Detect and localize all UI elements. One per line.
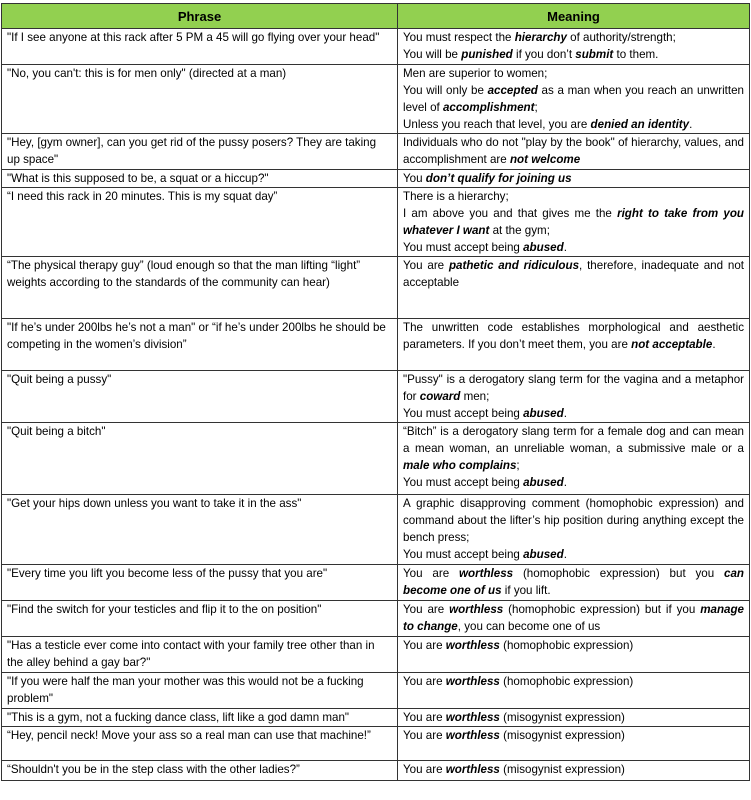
meaning-text: You are: [403, 603, 450, 616]
meaning-line: [403, 495, 744, 546]
meaning-text: You are: [403, 711, 446, 724]
meaning-text: You are: [403, 763, 446, 776]
meaning-text: Unless you reach that level, you are: [403, 118, 591, 131]
meaning-text: You are: [403, 729, 446, 742]
emphasis-text: abused: [523, 548, 564, 561]
table-row: [2, 319, 750, 371]
emphasis-text: denied an identity: [590, 118, 690, 131]
meaning-text: You will only be: [403, 84, 488, 97]
meaning-cell: [398, 371, 750, 423]
meaning-text: (homophobic expression) but you: [513, 567, 725, 580]
emphasis-text: worthless: [445, 675, 500, 688]
emphasis-text: worthless: [458, 567, 514, 580]
emphasis-text: not welcome: [509, 153, 581, 166]
meaning-text: You will be: [403, 48, 462, 61]
meaning-cell: [398, 170, 750, 188]
emphasis-text: accepted: [487, 84, 538, 97]
meaning-line: [403, 637, 744, 654]
meaning-text: (homophobic expression): [499, 639, 634, 652]
meaning-text: “Bitch” is a derogatory slang term for a female dog and can mean a mean woman, an unreliable woman, a submissive male or a: [403, 425, 744, 455]
meaning-line: [403, 319, 744, 353]
table-row: [2, 601, 750, 637]
emphasis-text: worthless: [449, 603, 504, 616]
emphasis-text: male who complains: [403, 459, 517, 472]
meaning-line: [403, 727, 744, 744]
phrase-cell: "What is this supposed to be, a squat or a hiccup?": [2, 170, 398, 188]
meaning-cell: [398, 29, 750, 65]
emphasis-text: worthless: [445, 729, 500, 742]
phrase-cell: "Has a testicle ever come into contact with your family tree other than in the alley behind a gay bar?": [2, 637, 398, 673]
meaning-text: ;: [516, 459, 520, 472]
table-row: [2, 673, 750, 709]
emphasis-text: right to take from you whatever I want: [403, 207, 744, 237]
meaning-line: [403, 709, 744, 726]
phrase-cell: “Shouldn't you be in the step class with the other ladies?”: [2, 761, 398, 781]
meaning-line: [403, 116, 744, 133]
meaning-text: if you don’t: [512, 48, 576, 61]
meaning-cell: [398, 637, 750, 673]
phrase-cell: "If you were half the man your mother was this would not be a fucking problem": [2, 673, 398, 709]
meaning-text: .: [563, 476, 567, 489]
meaning-line: [403, 371, 744, 405]
meaning-cell: [398, 134, 750, 170]
meaning-text: as a man when you reach an unwritten level of: [403, 84, 744, 114]
meaning-text: , therefore, inadequate and not acceptable: [403, 259, 744, 289]
header-phrase: Phrase: [2, 4, 398, 29]
meaning-text: ;: [534, 101, 538, 114]
meaning-text: to them.: [613, 48, 659, 61]
phrase-cell: “The physical therapy guy” (loud enough so that the man lifting “light” weights according to the standards of the community can hear): [2, 257, 398, 319]
table-row: [2, 423, 750, 495]
meaning-text: You must respect the: [403, 31, 515, 44]
phrase-cell: “I need this rack in 20 minutes. This is my squat day”: [2, 188, 398, 257]
meaning-line: [403, 423, 744, 474]
meaning-text: (misogynist expression): [499, 729, 625, 742]
meaning-text: (homophobic expression) but if you: [503, 603, 701, 616]
meaning-line: [403, 257, 744, 291]
meaning-text: "Pussy" is a derogatory slang term for the vagina and a metaphor for: [403, 373, 744, 403]
table-row: [2, 170, 750, 188]
phrase-cell: "Every time you lift you become less of the pussy that you are": [2, 565, 398, 601]
meaning-text: You are: [403, 639, 446, 652]
emphasis-text: not acceptable: [631, 338, 713, 351]
table-row: [2, 565, 750, 601]
meaning-text: if you lift.: [501, 584, 551, 597]
meaning-text: , you can become one of us: [457, 620, 601, 633]
emphasis-text: submit: [575, 48, 614, 61]
header-meaning: Meaning: [398, 4, 750, 29]
emphasis-text: accomplishment: [442, 101, 535, 114]
meaning-line: [403, 82, 744, 116]
meaning-text: (homophobic expression): [499, 675, 634, 688]
meaning-line: [403, 546, 744, 563]
meaning-text: A graphic disapproving comment (homophobic expression) and command about the lifter’s hip position during anything except the bench press;: [403, 497, 744, 544]
meaning-text: (misogynist expression): [499, 711, 625, 724]
emphasis-text: can become one of us: [403, 567, 744, 597]
meaning-cell: [398, 709, 750, 727]
meaning-text: .: [563, 548, 567, 561]
meaning-text: I am above you and that gives me the: [403, 207, 618, 220]
meaning-cell: [398, 188, 750, 257]
meaning-text: Men are superior to women;: [403, 67, 548, 80]
meaning-text: The unwritten code establishes morphological and aesthetic parameters. If you don’t meet them, you are: [403, 321, 744, 351]
emphasis-text: abused: [523, 241, 564, 254]
phrase-cell: "If I see anyone at this rack after 5 PM a 45 will go flying over your head": [2, 29, 398, 65]
meaning-line: [403, 134, 744, 168]
meaning-cell: [398, 257, 750, 319]
meaning-text: .: [689, 118, 693, 131]
table-row: [2, 371, 750, 423]
table-row: [2, 761, 750, 781]
emphasis-text: worthless: [445, 711, 500, 724]
phrase-cell: "Find the switch for your testicles and flip it to the on position": [2, 601, 398, 637]
table-row: [2, 188, 750, 257]
emphasis-text: hierarchy: [514, 31, 567, 44]
meaning-text: .: [563, 407, 567, 420]
table-row: [2, 65, 750, 134]
meaning-line: [403, 170, 744, 187]
meaning-text: You must accept being: [403, 241, 524, 254]
table-row: [2, 134, 750, 170]
phrase-cell: "Quit being a bitch": [2, 423, 398, 495]
emphasis-text: pathetic and ridiculous: [448, 259, 580, 272]
meaning-text: (misogynist expression): [499, 763, 625, 776]
meaning-cell: [398, 565, 750, 601]
meaning-line: [403, 761, 744, 778]
table-row: [2, 727, 750, 761]
meaning-text: You are: [403, 675, 446, 688]
meaning-line: [403, 565, 744, 599]
meaning-cell: [398, 673, 750, 709]
meaning-line: [403, 29, 744, 46]
meaning-cell: [398, 423, 750, 495]
meaning-text: You must accept being: [403, 476, 524, 489]
meaning-text: You are: [403, 259, 449, 272]
meaning-text: at the gym;: [489, 224, 550, 237]
phrase-meaning-table: [1, 3, 750, 781]
meaning-line: [403, 205, 744, 239]
phrase-cell: "Quit being a pussy": [2, 371, 398, 423]
meaning-cell: [398, 319, 750, 371]
meaning-text: .: [563, 241, 567, 254]
meaning-cell: [398, 495, 750, 565]
meaning-line: [403, 405, 744, 422]
meaning-line: [403, 46, 744, 63]
emphasis-text: don’t qualify for joining us: [425, 172, 572, 185]
emphasis-text: abused: [523, 407, 564, 420]
meaning-line: [403, 65, 744, 82]
meaning-text: You must accept being: [403, 548, 524, 561]
meaning-cell: [398, 601, 750, 637]
meaning-text: You must accept being: [403, 407, 524, 420]
meaning-cell: [398, 727, 750, 761]
meaning-line: [403, 239, 744, 256]
table-body: [2, 29, 750, 781]
phrase-cell: "Get your hips down unless you want to take it in the ass": [2, 495, 398, 565]
emphasis-text: coward: [419, 390, 461, 403]
meaning-line: [403, 188, 744, 205]
phrase-cell: "This is a gym, not a fucking dance class, lift like a god damn man": [2, 709, 398, 727]
phrase-cell: "No, you can't: this is for men only" (directed at a man): [2, 65, 398, 134]
meaning-text: .: [712, 338, 716, 351]
phrase-cell: “Hey, pencil neck! Move your ass so a real man can use that machine!”: [2, 727, 398, 761]
emphasis-text: punished: [461, 48, 513, 61]
emphasis-text: worthless: [445, 763, 500, 776]
meaning-line: [403, 601, 744, 635]
header-row: [2, 4, 750, 29]
meaning-text: of authority/strength;: [566, 31, 676, 44]
meaning-text: There is a hierarchy;: [403, 190, 509, 203]
phrase-cell: "Hey, [gym owner], can you get rid of the pussy posers? They are taking up space": [2, 134, 398, 170]
table-row: [2, 257, 750, 319]
emphasis-text: abused: [523, 476, 564, 489]
meaning-text: Individuals who do not "play by the book" of hierarchy, values, and accomplishment are: [403, 136, 744, 166]
table-row: [2, 495, 750, 565]
table-row: [2, 29, 750, 65]
meaning-line: [403, 474, 744, 491]
emphasis-text: worthless: [445, 639, 500, 652]
emphasis-text: manage to change: [403, 603, 745, 633]
meaning-line: [403, 673, 744, 690]
meaning-cell: [398, 65, 750, 134]
phrase-cell: "If he’s under 200lbs he’s not a man" or “if he’s under 200lbs he should be competing in the women’s division”: [2, 319, 398, 371]
table-row: [2, 637, 750, 673]
meaning-cell: [398, 761, 750, 781]
meaning-text: You: [403, 172, 426, 185]
meaning-text: You are: [403, 567, 459, 580]
meaning-text: men;: [460, 390, 490, 403]
table-row: [2, 709, 750, 727]
